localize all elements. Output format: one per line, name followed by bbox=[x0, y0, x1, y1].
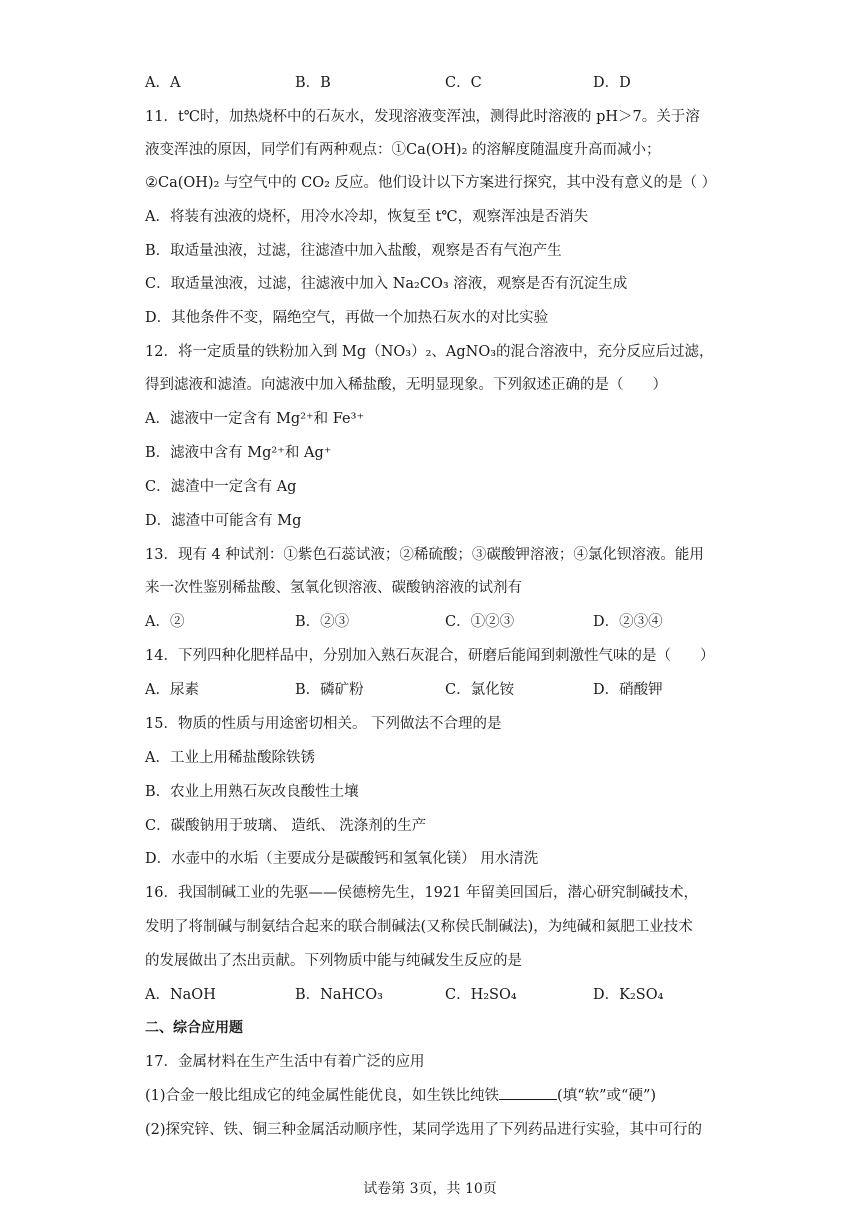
q13-stem-line-2: 来一次性鉴别稀盐酸、氢氧化钡溶液、碳酸钠溶液的试剂有 bbox=[145, 580, 522, 596]
q14-option-d: D．硝酸钾 bbox=[593, 682, 663, 698]
q10-option-b: B．B bbox=[295, 75, 331, 91]
q11-option-d: D．其他条件不变，隔绝空气，再做一个加热石灰水的对比实验 bbox=[145, 310, 549, 326]
q13-option-a: A．② bbox=[145, 614, 185, 630]
q16-stem-line-3: 的发展做出了杰出贡献。下列物质中能与纯碱发生反应的是 bbox=[145, 953, 522, 969]
q12-stem-line-2: 得到滤液和滤渣。向滤液中加入稀盐酸，无明显现象。下列叙述正确的是（ ） bbox=[145, 377, 667, 393]
q15-option-d: D．水壶中的水垢（主要成分是碳酸钙和氢氧化镁） 用水清洗 bbox=[145, 851, 539, 867]
q14-option-c: C．氯化铵 bbox=[445, 682, 515, 698]
q15-option-c: C．碳酸钠用于玻璃、 造纸、 洗涤剂的生产 bbox=[145, 818, 427, 834]
q16-option-c: C．H₂SO₄ bbox=[445, 987, 517, 1003]
page-footer: 试卷第 3页，共 10页 bbox=[363, 1181, 497, 1197]
q17-part-1-text-before: (1)合金一般比组成它的纯金属性能优良，如生铁比纯铁 bbox=[145, 1088, 500, 1104]
q11-option-b: B．取适量浊液，过滤，往滤渣中加入盐酸，观察是否有气泡产生 bbox=[145, 243, 562, 259]
q13-option-d: D．②③④ bbox=[593, 614, 663, 630]
q13-options-row bbox=[145, 611, 720, 633]
q10-option-c: C．C bbox=[445, 75, 482, 91]
q11-stem-line-3: ②Ca(OH)₂ 与空气中的 CO₂ 反应。他们设计以下方案进行探究，其中没有意义的是（ ） bbox=[145, 175, 717, 191]
q13-option-b: B．②③ bbox=[295, 614, 350, 630]
q17-stem-line-1: 17．金属材料在生产生活中有着广泛的应用 bbox=[145, 1054, 425, 1070]
q11-stem-line-2: 液变浑浊的原因，同学们有两种观点：①Ca(OH)₂ 的溶解度随温度升高而减小； bbox=[145, 142, 661, 158]
q10-option-a: A．A bbox=[145, 75, 181, 91]
q11-option-c: C．取适量浊液，过滤，往滤液中加入 Na₂CO₃ 溶液，观察是否有沉淀生成 bbox=[145, 276, 628, 292]
q12-option-d: D．滤渣中可能含有 Mg bbox=[145, 513, 302, 529]
q13-option-c: C．①②③ bbox=[445, 614, 515, 630]
q12-stem-line-1: 12．将一定质量的铁粉加入到 Mg（NO₃）₂、AgNO₃的混合溶液中，充分反应后过滤， bbox=[145, 344, 714, 360]
q16-stem-line-1: 16．我国制碱工业的先驱——侯德榜先生，1921 年留美回国后，潜心研究制碱技术， bbox=[145, 885, 698, 901]
answer-blank[interactable] bbox=[499, 1085, 557, 1100]
q11-stem-line-1: 11．t℃时，加热烧杯中的石灰水，发现溶液变浑浊，测得此时溶液的 pH＞7。关于溶 bbox=[145, 109, 700, 125]
q17-part-1-text-after: (填“软”或“硬”) bbox=[557, 1088, 657, 1104]
q13-stem-line-1: 13．现有 4 种试剂：①紫色石蕊试液；②稀硫酸；③碳酸钾溶液；④氯化钡溶液。能用 bbox=[145, 547, 704, 563]
q14-option-b: B．磷矿粉 bbox=[295, 682, 364, 698]
q15-option-a: A．工业上用稀盐酸除铁锈 bbox=[145, 750, 315, 766]
q16-options-row bbox=[145, 984, 720, 1006]
q14-stem-line-1: 14．下列四种化肥样品中，分别加入熟石灰混合，研磨后能闻到刺激性气味的是（ ） bbox=[145, 648, 715, 664]
q12-option-b: B．滤液中含有 Mg²⁺和 Ag⁺ bbox=[145, 445, 332, 461]
q17-part-2: (2)探究锌、铁、铜三种金属活动顺序性，某同学选用了下列药品进行实验，其中可行的 bbox=[145, 1122, 703, 1138]
q12-option-c: C．滤渣中一定含有 Ag bbox=[145, 479, 297, 495]
q10-option-d: D．D bbox=[593, 75, 631, 91]
q15-stem-line-1: 15．物质的性质与用途密切相关。 下列做法不合理的是 bbox=[145, 716, 502, 732]
q15-option-b: B．农业上用熟石灰改良酸性土壤 bbox=[145, 784, 359, 800]
q14-options-row bbox=[145, 679, 720, 701]
q14-option-a: A．尿素 bbox=[145, 682, 199, 698]
q12-option-a: A．滤液中一定含有 Mg²⁺和 Fe³⁺ bbox=[145, 411, 365, 427]
q17-part-1 bbox=[145, 1085, 720, 1107]
q11-option-a: A．将装有浊液的烧杯，用冷水冷却，恢复至 t℃，观察浑浊是否消失 bbox=[145, 209, 589, 225]
q16-option-d: D．K₂SO₄ bbox=[593, 987, 664, 1003]
q16-option-b: B．NaHCO₃ bbox=[295, 987, 383, 1003]
q16-stem-line-2: 发明了将制碱与制氨结合起来的联合制碱法(又称侯氏制碱法)，为纯碱和氮肥工业技术 bbox=[145, 919, 693, 935]
q16-option-a: A．NaOH bbox=[145, 987, 216, 1003]
section-heading: 二、综合应用题 bbox=[145, 1020, 243, 1036]
q10-options-row bbox=[145, 72, 720, 94]
